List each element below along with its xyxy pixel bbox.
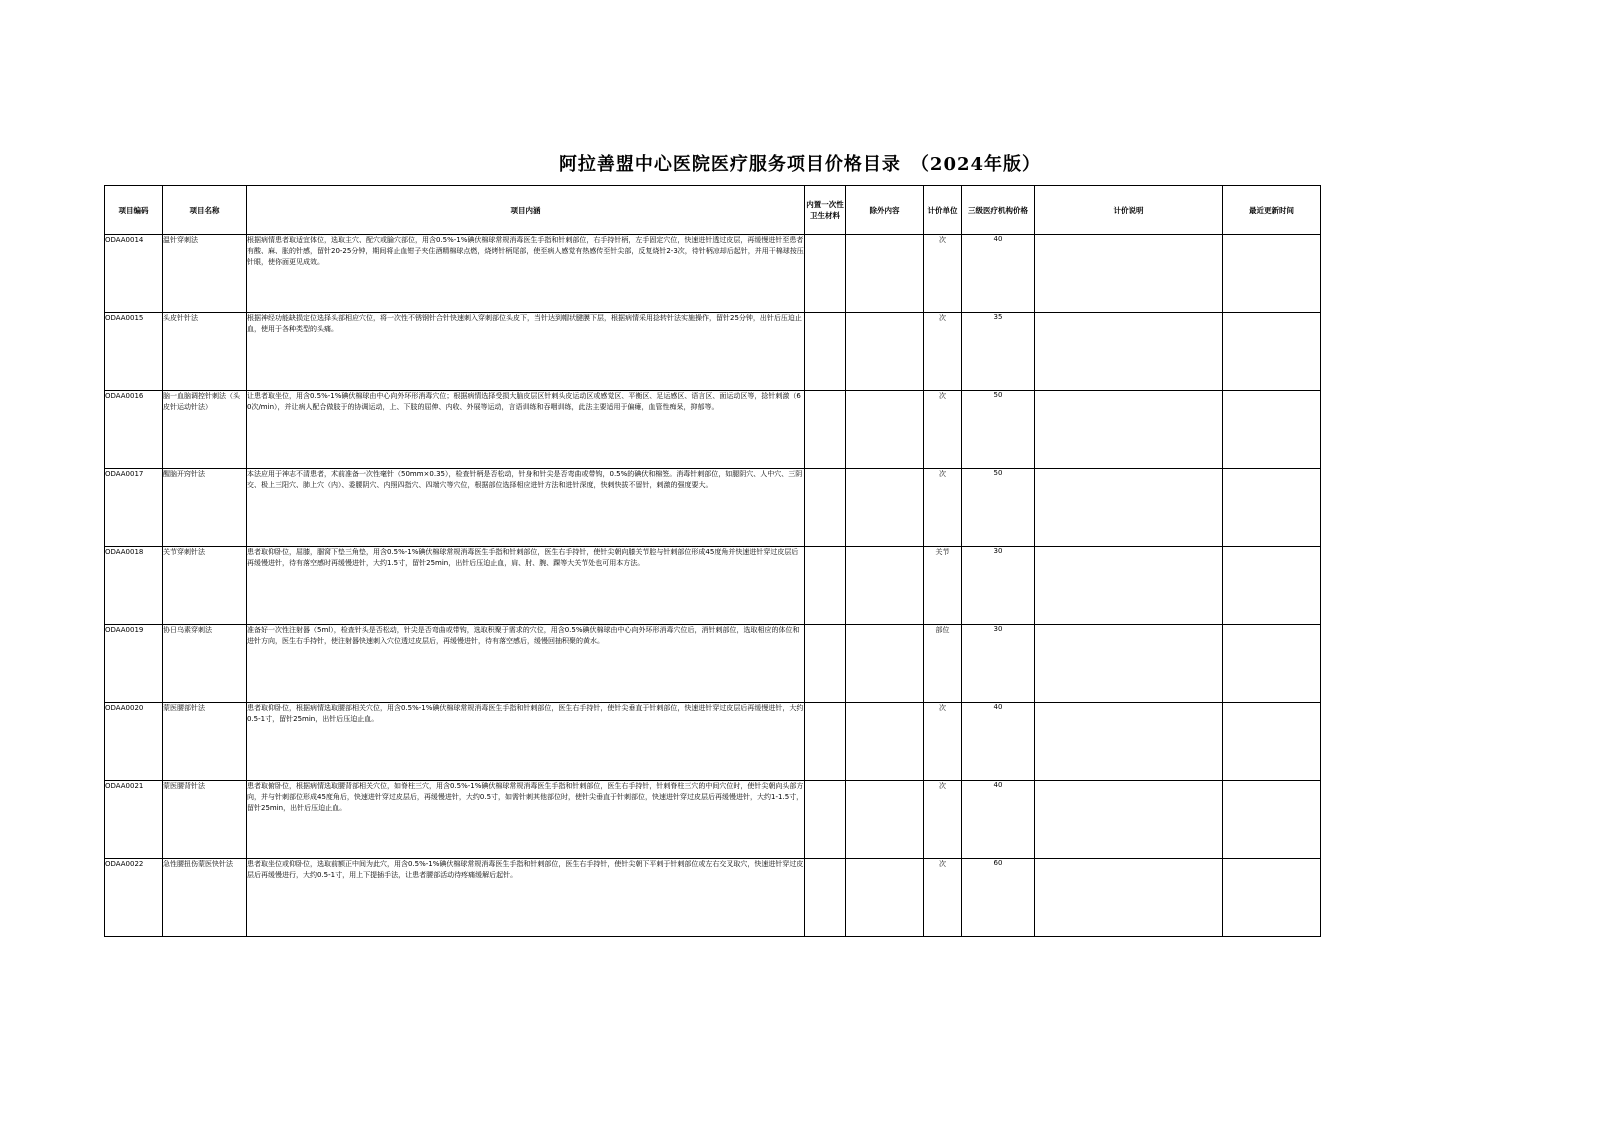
cell-price: 30: [962, 625, 1035, 703]
cell-note: [1035, 547, 1223, 625]
cell-excluded: [846, 703, 924, 781]
cell-updated: [1223, 625, 1321, 703]
table-row: [105, 625, 1321, 703]
cell-code: ODAA0020: [105, 703, 163, 781]
table-row: [105, 859, 1321, 937]
cell-updated: [1223, 547, 1321, 625]
cell-price: 50: [962, 391, 1035, 469]
cell-price: 60: [962, 859, 1035, 937]
cell-excluded: [846, 547, 924, 625]
cell-excluded: [846, 781, 924, 859]
cell-material: [805, 781, 846, 859]
header-code: 项目编码: [105, 186, 163, 235]
cell-code: ODAA0021: [105, 781, 163, 859]
cell-price: 40: [962, 703, 1035, 781]
cell-updated: [1223, 859, 1321, 937]
cell-unit: 关节: [924, 547, 962, 625]
cell-name: 协日乌素穿刺法: [163, 625, 247, 703]
cell-note: [1035, 625, 1223, 703]
cell-name: 脑一血脑调控针刺法（头皮针运动针法）: [163, 391, 247, 469]
table-row: [105, 703, 1321, 781]
cell-material: [805, 313, 846, 391]
cell-excluded: [846, 625, 924, 703]
cell-code: ODAA0022: [105, 859, 163, 937]
cell-unit: 次: [924, 703, 962, 781]
cell-unit: 次: [924, 235, 962, 313]
price-catalog-table: [104, 185, 1321, 937]
cell-name: 关节穿刺针法: [163, 547, 247, 625]
cell-excluded: [846, 235, 924, 313]
cell-name: 蒙医腰背针法: [163, 781, 247, 859]
header-note: 计价说明: [1035, 186, 1223, 235]
cell-name: 头皮针针法: [163, 313, 247, 391]
table-row: [105, 313, 1321, 391]
cell-unit: 部位: [924, 625, 962, 703]
cell-unit: 次: [924, 391, 962, 469]
cell-updated: [1223, 703, 1321, 781]
cell-excluded: [846, 391, 924, 469]
cell-excluded: [846, 859, 924, 937]
cell-price: 40: [962, 781, 1035, 859]
cell-name: 温针穿刺法: [163, 235, 247, 313]
cell-code: ODAA0019: [105, 625, 163, 703]
cell-name: 急性腰扭伤蒙医快针法: [163, 859, 247, 937]
header-price: 三级医疗机构价格: [962, 186, 1035, 235]
header-material: 内置一次性卫生材料: [805, 186, 846, 235]
table-header-row: [105, 186, 1321, 235]
header-unit: 计价单位: [924, 186, 962, 235]
cell-code: ODAA0016: [105, 391, 163, 469]
cell-material: [805, 859, 846, 937]
cell-price: 50: [962, 469, 1035, 547]
table-row: [105, 781, 1321, 859]
cell-unit: 次: [924, 469, 962, 547]
cell-note: [1035, 781, 1223, 859]
table-row: [105, 391, 1321, 469]
cell-note: [1035, 235, 1223, 313]
cell-note: [1035, 703, 1223, 781]
cell-material: [805, 703, 846, 781]
cell-content: 根据神经功能缺损定位选择头部相应穴位，将一次性不锈钢针合针快速刺入穿刺部位头皮下，当针达到帽状腱膜下层，根据病情采用捻转针法实施操作，留针25分钟，出针后压迫止血，使用于各种类型的头痛。: [247, 313, 805, 391]
cell-content: 患者取仰卧位，屈膝，腘窝下垫三角垫，用含0.5%-1%碘伏棉球常规消毒医生手指和针刺部位，医生右手持针，使针尖朝向膝关节腔与针刺部位形成45度角并快速进针穿过皮层后再缓慢进针，待有落空感时再缓慢进针，大约1.5寸，留针25min，出针后压迫止血，肩、肘、腕、踝等大关节处也可用本方法。: [247, 547, 805, 625]
table-row: [105, 547, 1321, 625]
header-content: 项目内涵: [247, 186, 805, 235]
table-row: [105, 469, 1321, 547]
cell-content: 本法应用于神志不清患者，术前准备一次性毫针（50mm×0.35），检查针柄是否松动，针身和针尖是否弯曲或带钩，0.5%的碘伏和棉签。消毒针刺部位，如腿阴穴、人中穴、三阴交、极上三阳穴、肺上穴（内）、委腰阴穴、内照四指穴、四端穴等穴位，根据部位选择相应进针方法和进针深度，快刺快拔不留针，刺激的强度要大。: [247, 469, 805, 547]
cell-content: 准备好一次性注射器（5ml），检查针头是否松动，针尖是否弯曲或带钩，选取积聚于需求的穴位，用含0.5%碘伏棉球由中心向外环形消毒穴位后，消针刺部位，选取相应的体位和进针方向，医生右手持针，使注射器快速刺入穴位透过皮层后，再缓慢进针，待有落空感后，缓慢回抽积聚的黄水。: [247, 625, 805, 703]
cell-content: 患者取俯卧位，根据病情选取腰背部相关穴位，如脊柱三穴，用含0.5%-1%碘伏棉球常规消毒医生手指和针刺部位，医生右手持针，针刺脊柱三穴的中间穴位时，使针尖朝向头部方向，并与针刺部位形成45度角后，快速进针穿过皮层后，再缓慢进针，大约0.5寸，如需针刺其他部位时，使针尖垂直于针刺部位，快速进针穿过皮层后再缓慢进针，大约1-1.5寸，留针25min，出针后压迫止血。: [247, 781, 805, 859]
cell-code: ODAA0018: [105, 547, 163, 625]
cell-excluded: [846, 469, 924, 547]
cell-content: 患者取坐位或仰卧位，选取前额正中间为此穴，用含0.5%-1%碘伏棉球常规消毒医生手指和针刺部位，医生右手持针，使针尖朝下平刺于针刺部位或左右交叉取穴，快速进针穿过皮层后再缓慢进行，大约0.5-1寸，用上下提插手法，让患者腰部活动待疼痛缓解后起针。: [247, 859, 805, 937]
cell-code: ODAA0014: [105, 235, 163, 313]
cell-unit: 次: [924, 859, 962, 937]
cell-code: ODAA0015: [105, 313, 163, 391]
cell-excluded: [846, 313, 924, 391]
cell-name: 蒙医腰部针法: [163, 703, 247, 781]
cell-content: 让患者取坐位，用含0.5%-1%碘伏棉球由中心向外环形消毒穴位；根据病情选择受损大脑皮层区针刺头皮运动区或感觉区、平衡区、足运感区、语言区、面运动区等，捻针刺激（60次/min），并让病人配合做肢于的协调运动，上、下肢的屈伸、内收、外展等运动，言语训练和吞咽训练，此法主要适用于偏瘫，血管性痴呆，抑郁等。: [247, 391, 805, 469]
cell-note: [1035, 859, 1223, 937]
cell-note: [1035, 391, 1223, 469]
cell-updated: [1223, 235, 1321, 313]
cell-updated: [1223, 781, 1321, 859]
cell-updated: [1223, 469, 1321, 547]
cell-material: [805, 391, 846, 469]
cell-material: [805, 469, 846, 547]
cell-updated: [1223, 391, 1321, 469]
cell-unit: 次: [924, 313, 962, 391]
cell-price: 35: [962, 313, 1035, 391]
cell-note: [1035, 313, 1223, 391]
cell-content: 患者取仰卧位，根据病情选取腰部相关穴位，用含0.5%-1%碘伏棉球常规消毒医生手指和针刺部位，医生右手持针，使针尖垂直于针刺部位，快速进针穿过皮层后再缓慢进针，大约0.5-1寸，留针25min，出针后压迫止血。: [247, 703, 805, 781]
cell-note: [1035, 469, 1223, 547]
cell-material: [805, 625, 846, 703]
cell-content: 根据病情患者取适宜体位，选取主穴、配穴或腧穴部位，用含0.5%-1%碘伏棉球常规消毒医生手指和针刺部位，右手持针柄，左手固定穴位，快速进针透过皮层，再缓慢进针至患者有酸、麻、胀的针感，留针20-25分钟，期间将止血钳子夹住酒精棉球点燃，烧烤针柄尾部，使至病人感觉有热感传至针尖部，反复烧针2-3次，待针柄凉却后起针，并用干棉球按压针眼，使你面更见成效。: [247, 235, 805, 313]
cell-material: [805, 547, 846, 625]
cell-name: 醒脑开窍针法: [163, 469, 247, 547]
cell-material: [805, 235, 846, 313]
cell-unit: 次: [924, 781, 962, 859]
header-name: 项目名称: [163, 186, 247, 235]
cell-price: 30: [962, 547, 1035, 625]
header-excluded: 除外内容: [846, 186, 924, 235]
header-updated: 最近更新时间: [1223, 186, 1321, 235]
cell-updated: [1223, 313, 1321, 391]
table-row: [105, 235, 1321, 313]
cell-code: ODAA0017: [105, 469, 163, 547]
cell-price: 40: [962, 235, 1035, 313]
page-title: 阿拉善盟中心医院医疗服务项目价格目录 （2024年版）: [558, 154, 1042, 175]
